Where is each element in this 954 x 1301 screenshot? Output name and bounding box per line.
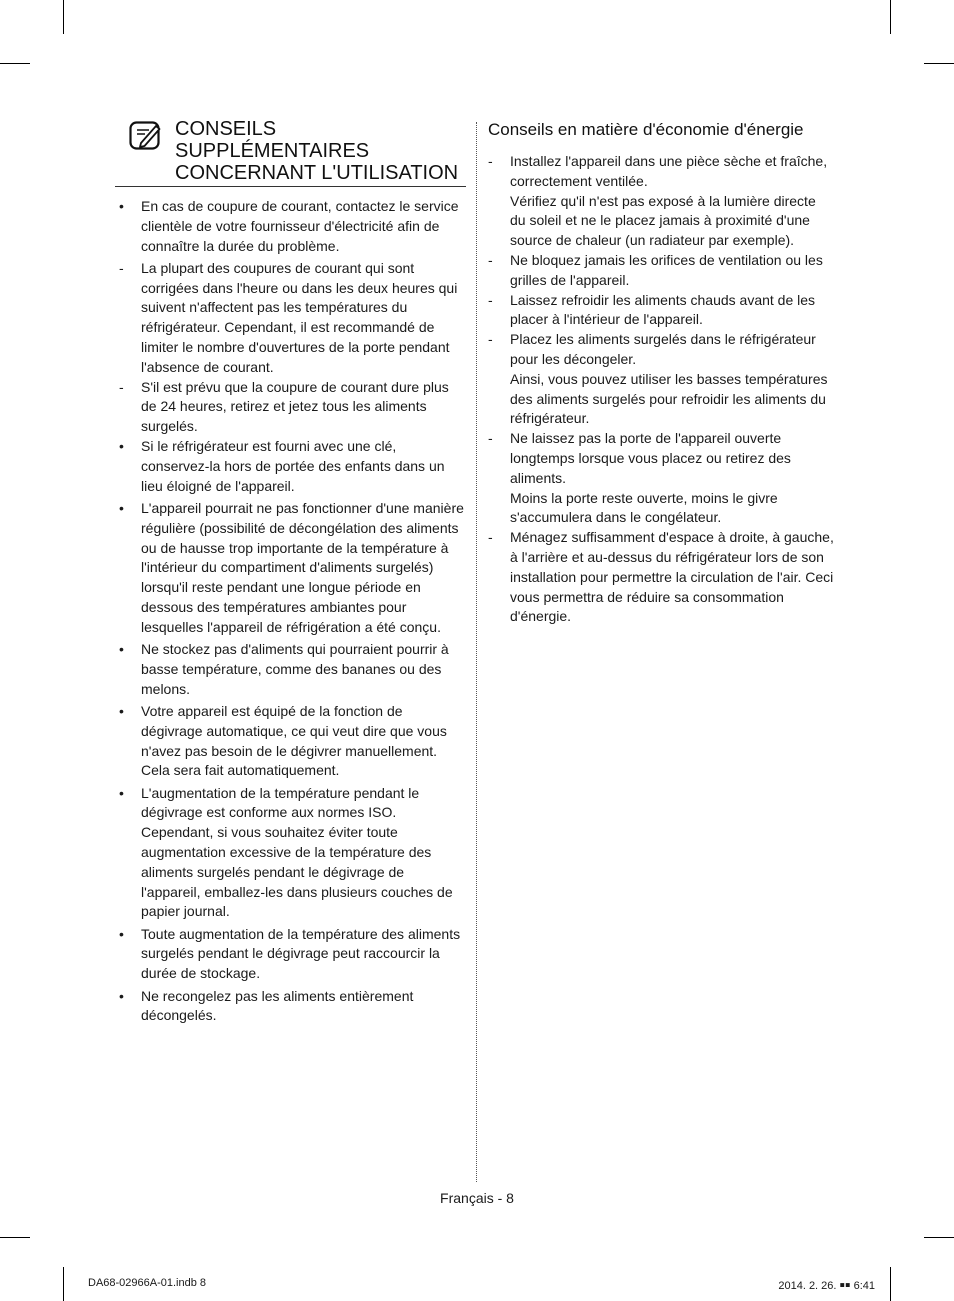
list-item-text: Placez les aliments surgelés dans le réfrigérateur pour les décongeler. bbox=[510, 331, 816, 367]
list-item-text: Installez l'appareil dans une pièce sèche et fraîche, correctement ventilée. bbox=[510, 153, 828, 189]
crop-mark bbox=[0, 1237, 30, 1238]
crop-mark bbox=[924, 63, 954, 64]
list-marker: • bbox=[119, 438, 124, 455]
list-marker: • bbox=[119, 641, 124, 658]
list-item-text: En cas de coupure de courant, contactez le service clientèle de votre fournisseur d'électricité afin de connaître la durée du problème. bbox=[141, 198, 459, 254]
list-marker: - bbox=[119, 259, 124, 276]
list-item bbox=[115, 197, 466, 256]
list-item-text: Toute augmentation de la température des aliments surgelés pendant le dégivrage peut raccourcir la durée de stockage. bbox=[141, 925, 461, 982]
page-title: CONSEILS SUPPLÉMENTAIRES CONCERNANT L'UTILISATION bbox=[175, 118, 459, 184]
list-marker: - bbox=[488, 251, 493, 268]
page-number: Français - 8 bbox=[440, 1190, 514, 1206]
list-item bbox=[488, 251, 834, 291]
list-item-note: Vérifiez qu'il n'est pas exposé à la lumière directe du soleil et ne le placez jamais à proximité d'une source de chaleur (un radiateur par exemple). bbox=[510, 192, 816, 249]
list-item bbox=[115, 702, 466, 781]
list-item-text: L'appareil pourrait ne pas fonctionner d'une manière régulière (possibilité de décongélation des aliments ou de hausse trop importante de la température à l'intérieur du compartiment d'aliments surgelés) lorsqu'il reste pendant une longue période en dessous des températures ambiantes pour lesquelles l'appareil de réfrigération a été conçu. bbox=[141, 499, 464, 635]
list-marker: - bbox=[488, 331, 493, 348]
list-item-text: Ne recongelez pas les aliments entièrement décongelés. bbox=[141, 987, 414, 1024]
list-item bbox=[115, 987, 466, 1027]
list-item bbox=[488, 330, 834, 429]
crop-mark bbox=[890, 1267, 891, 1301]
list-marker: • bbox=[119, 198, 124, 214]
crop-mark bbox=[0, 63, 30, 64]
list-item-text: Votre appareil est équipé de la fonction de dégivrage automatique, ce qui veut dire que vous n'avez pas besoin de le dégivrer manuellement. Cela sera fait automatiquement. bbox=[141, 702, 447, 779]
list-item bbox=[488, 528, 834, 627]
list-marker: • bbox=[119, 702, 124, 719]
list-item-text: L'augmentation de la température pendant le dégivrage est conforme aux normes ISO. Cependant, si vous souhaitez éviter toute augmentation excessive de la température des aliments surgelés pendant le dégivrage de l'appareil, emballez-les dans plusieurs couches de papier journal. bbox=[141, 784, 453, 920]
list-item bbox=[115, 784, 466, 923]
print-timestamp: 2014. 2. 26. ￭￭ 6:41 bbox=[778, 1280, 875, 1292]
list-item-text: Ménagez suffisamment d'espace à droite, à gauche, à l'arrière et au-dessus du réfrigérateur lors de son installation pour permettre la circulation de l'air. Ceci vous permettra de réduire sa consommation d'énergie. bbox=[510, 529, 834, 625]
list-item bbox=[488, 152, 834, 251]
list-marker: - bbox=[488, 153, 493, 169]
list-marker: - bbox=[488, 291, 493, 308]
list-marker: • bbox=[119, 499, 124, 516]
crop-mark bbox=[890, 0, 891, 34]
tips-list bbox=[115, 197, 466, 1026]
list-item-text: S'il est prévu que la coupure de courant dure plus de 24 heures, retirez et jetez tous les aliments surgelés. bbox=[141, 378, 449, 435]
energy-tips-list bbox=[488, 152, 834, 627]
list-item-text: Ne laissez pas la porte de l'appareil ouverte longtemps lorsque vous placez ou retirez des aliments. bbox=[510, 430, 791, 486]
crop-mark bbox=[63, 1267, 64, 1301]
list-item bbox=[115, 925, 466, 984]
list-item bbox=[115, 378, 466, 437]
list-item-text: Laissez refroidir les aliments chauds avant de les placer à l'intérieur de l'appareil. bbox=[510, 291, 816, 328]
list-marker: • bbox=[119, 987, 124, 1004]
list-item bbox=[115, 640, 466, 699]
list-marker: - bbox=[488, 430, 493, 447]
list-item bbox=[115, 437, 466, 496]
section-heading bbox=[115, 118, 466, 187]
list-item-text: La plupart des coupures de courant qui sont corrigées dans l'heure ou dans les deux heures qui suivent n'affectent pas les températures du réfrigérateur. Cependant, il est recommandé de limiter le nombre d'ouvertures de la porte pendant l'absence de courant. bbox=[141, 259, 458, 375]
crop-mark bbox=[63, 0, 64, 34]
list-item bbox=[488, 429, 834, 528]
list-marker: • bbox=[119, 784, 124, 801]
list-marker: - bbox=[119, 378, 124, 395]
right-column bbox=[488, 118, 834, 627]
list-item-text: Si le réfrigérateur est fourni avec une clé, conservez-la hors de portée des enfants dans un lieu éloigné de l'appareil. bbox=[141, 438, 445, 494]
list-item bbox=[115, 499, 466, 638]
list-item-note: Moins la porte reste ouverte, moins le givre s'accumulera dans le congélateur. bbox=[510, 489, 778, 526]
list-item-text: Ne bloquez jamais les orifices de ventilation ou les grilles de l'appareil. bbox=[510, 251, 823, 288]
crop-mark bbox=[924, 1237, 954, 1238]
list-item bbox=[115, 259, 466, 378]
list-item-text: Ne stockez pas d'aliments qui pourraient pourrir à basse température, comme des bananes ou des melons. bbox=[141, 641, 449, 697]
list-item-note: Ainsi, vous pouvez utiliser les basses températures des aliments surgelés pour refroidir les aliments du réfrigérateur. bbox=[510, 370, 828, 427]
list-marker: • bbox=[119, 925, 124, 942]
section-title: Conseils en matière d'économie d'énergie bbox=[488, 120, 804, 139]
file-name: DA68-02966A-01.indb 8 bbox=[88, 1277, 207, 1289]
list-marker: - bbox=[488, 529, 493, 546]
column-divider bbox=[476, 122, 477, 1182]
left-column bbox=[115, 118, 466, 1029]
note-pencil-icon bbox=[129, 121, 163, 151]
list-item bbox=[488, 291, 834, 331]
